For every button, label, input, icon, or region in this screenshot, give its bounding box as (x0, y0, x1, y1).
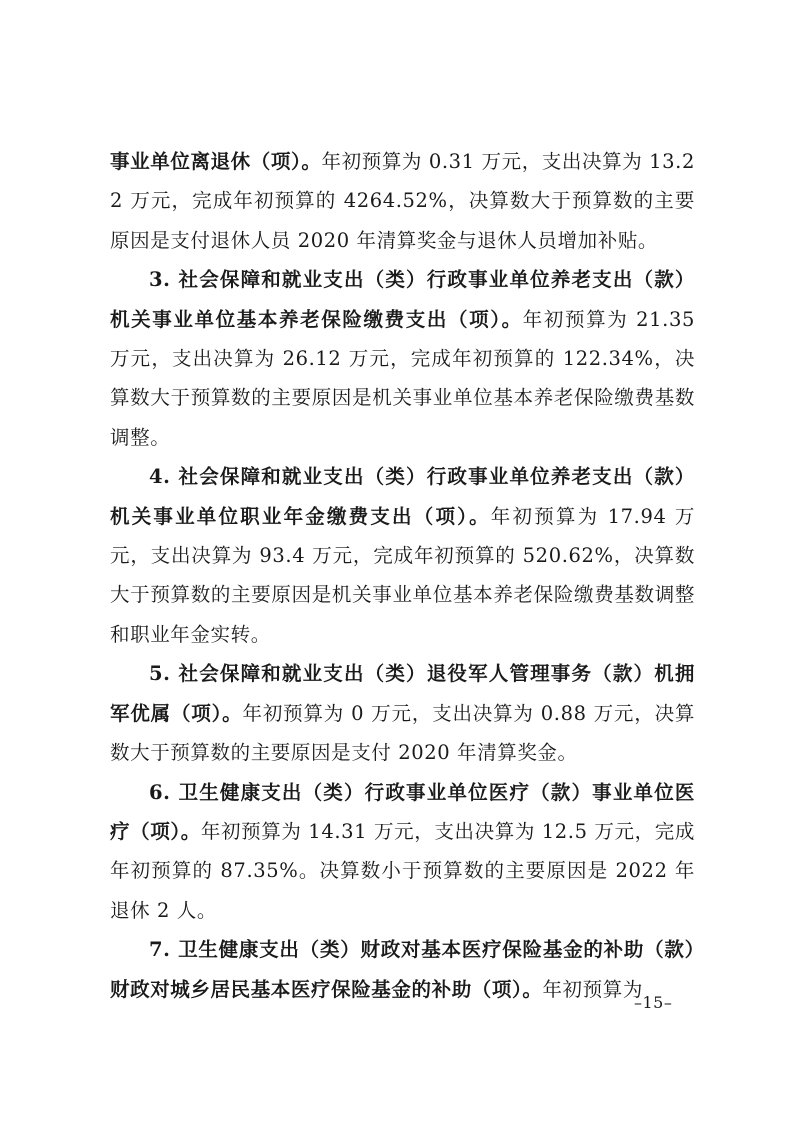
paragraph-5 (110, 773, 695, 931)
paragraph-6 (110, 930, 695, 1009)
paragraph-4 (110, 654, 695, 772)
paragraph-heading: 5. 社会保障和就业支出（类）退役军人管理事务（款）机拥军优属（项）。 (110, 662, 695, 725)
paragraph-heading: 3. 社会保障和就业支出（类）行政事业单位养老支出（款）机关事业单位基本养老保险缴费支出（项）。 (110, 268, 695, 331)
paragraph-body: 年初预算为 (542, 977, 643, 1001)
paragraph-heading: 7. 卫生健康支出（类）财政对基本医疗保险基金的补助（款）财政对城乡居民基本医疗保险基金的补助（项）。 (110, 938, 695, 1001)
paragraph-body: 年初预算为 0.31 万元，支出决算为 13.22 万元，完成年初预算的 4264.52%，决算数大于预算数的主要原因是支付退休人员 2020 年清算奖金与退休人员增加补贴。 (110, 150, 695, 252)
paragraph-3 (110, 457, 695, 654)
paragraph-body: 年初预算为 14.31 万元，支出决算为 12.5 万元，完成年初预算的 87.35%。决算数小于预算数的主要原因是 2022 年退休 2 人。 (110, 819, 695, 922)
page-number: –15– (634, 993, 673, 1012)
paragraph-body: 年初预算为 17.94 万元，支出决算为 93.4 万元，完成年初预算的 520.62%，决算数大于预算数的主要原因是机关事业单位基本养老保险缴费基数调整和职业年金实转。 (110, 504, 695, 646)
paragraph-heading: 事业单位离退休（项）。 (110, 150, 322, 173)
paragraph-1 (110, 142, 695, 260)
body-text (110, 142, 695, 1009)
paragraph-2 (110, 260, 695, 457)
paragraph-heading: 6. 卫生健康支出（类）行政事业单位医疗（款）事业单位医疗（项）。 (110, 780, 695, 843)
paragraph-body: 年初预算为 0 万元，支出决算为 0.88 万元，决算数大于预算数的主要原因是支付 2020 年清算奖金。 (110, 701, 695, 765)
paragraph-heading: 4. 社会保障和就业支出（类）行政事业单位养老支出（款）机关事业单位职业年金缴费支出（项）。 (110, 465, 695, 528)
paragraph-body: 年初预算为 21.35 万元，支出决算为 26.12 万元，完成年初预算的 122.34%，决算数大于预算数的主要原因是机关事业单位基本养老保险缴费基数调整。 (110, 307, 695, 449)
